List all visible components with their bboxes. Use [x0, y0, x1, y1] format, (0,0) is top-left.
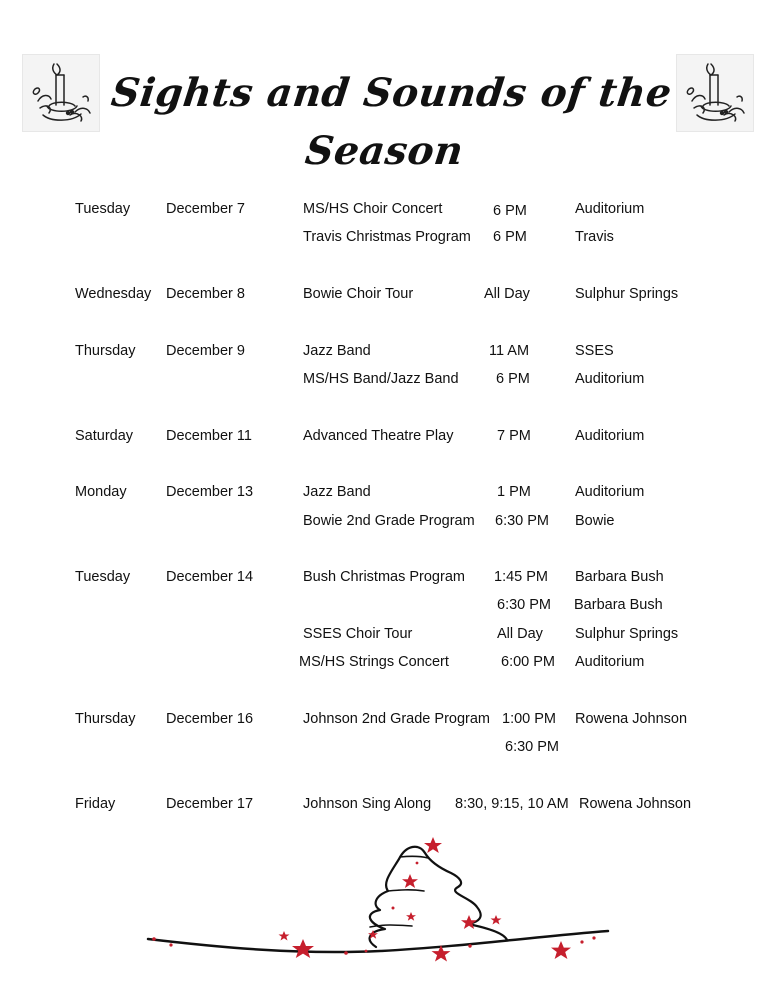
date-label: December 16: [166, 711, 254, 727]
event-location: Rowena Johnson: [575, 711, 688, 727]
date-label: December 11: [166, 428, 252, 444]
event-location: Sulphur Springs: [575, 626, 679, 642]
date-label: December 17: [166, 796, 254, 812]
event-location: Auditorium: [575, 371, 645, 387]
event-name: MS/HS Band/Jazz Band: [303, 371, 459, 387]
event-location: Auditorium: [575, 201, 645, 217]
event-name: SSES Choir Tour: [303, 626, 413, 642]
date-label: December 7: [166, 201, 245, 217]
event-name: Advanced Theatre Play: [303, 428, 454, 444]
event-location: Rowena Johnson: [579, 796, 692, 812]
event-time: 6:30 PM: [497, 597, 551, 613]
event-name: Bowie Choir Tour: [303, 286, 414, 302]
date-label: December 13: [166, 484, 254, 500]
event-location: Barbara Bush: [574, 597, 663, 613]
event-location: Auditorium: [575, 654, 645, 670]
day-label: Thursday: [75, 711, 136, 727]
event-time: All Day: [484, 286, 530, 302]
event-time: 8:30, 9:15, 10 AM: [455, 796, 569, 812]
day-label: Wednesday: [75, 286, 152, 302]
event-time: 6:30 PM: [495, 513, 549, 529]
day-label: Friday: [75, 796, 116, 812]
event-name: Johnson 2nd Grade Program: [303, 711, 490, 727]
event-time: 6 PM: [496, 371, 530, 387]
day-label: Saturday: [75, 428, 134, 444]
event-time: 1:45 PM: [494, 569, 548, 585]
day-label: Monday: [75, 484, 127, 500]
event-time: 1 PM: [497, 484, 531, 500]
event-location: Bowie: [575, 513, 615, 529]
date-label: December 8: [166, 286, 245, 302]
event-time: All Day: [497, 626, 543, 642]
day-label: Tuesday: [75, 201, 131, 217]
event-name: Travis Christmas Program: [303, 229, 471, 245]
event-time: 6:30 PM: [505, 739, 559, 755]
event-name: Jazz Band: [303, 484, 371, 500]
event-location: Barbara Bush: [575, 569, 664, 585]
day-label: Tuesday: [75, 569, 131, 585]
event-name: Jazz Band: [303, 343, 371, 359]
date-label: December 9: [166, 343, 245, 359]
left-candle-icon: [22, 54, 100, 132]
day-label: Thursday: [75, 343, 136, 359]
event-name: MS/HS Choir Concert: [303, 201, 443, 217]
event-name: MS/HS Strings Concert: [299, 654, 449, 670]
event-time: 1:00 PM: [502, 711, 556, 727]
event-time: 6 PM: [493, 203, 527, 219]
event-name: Bush Christmas Program: [303, 569, 465, 585]
event-time: 6 PM: [493, 229, 527, 245]
event-time: 11 AM: [489, 343, 530, 359]
page-title: Sights and Sounds of the Season: [108, 70, 675, 174]
event-location: Auditorium: [575, 428, 645, 444]
event-location: Travis: [575, 229, 614, 245]
event-location: SSES: [575, 343, 614, 359]
event-name: Johnson Sing Along: [303, 796, 432, 812]
event-location: Auditorium: [575, 484, 645, 500]
event-name: Bowie 2nd Grade Program: [303, 513, 475, 529]
date-label: December 14: [166, 569, 254, 585]
event-location: Sulphur Springs: [575, 286, 679, 302]
event-time: 7 PM: [497, 428, 531, 444]
header-banner: [22, 52, 754, 174]
right-candle-icon: [676, 54, 754, 132]
christmas-tree-icon: [136, 835, 616, 975]
event-time: 6:00 PM: [501, 654, 555, 670]
